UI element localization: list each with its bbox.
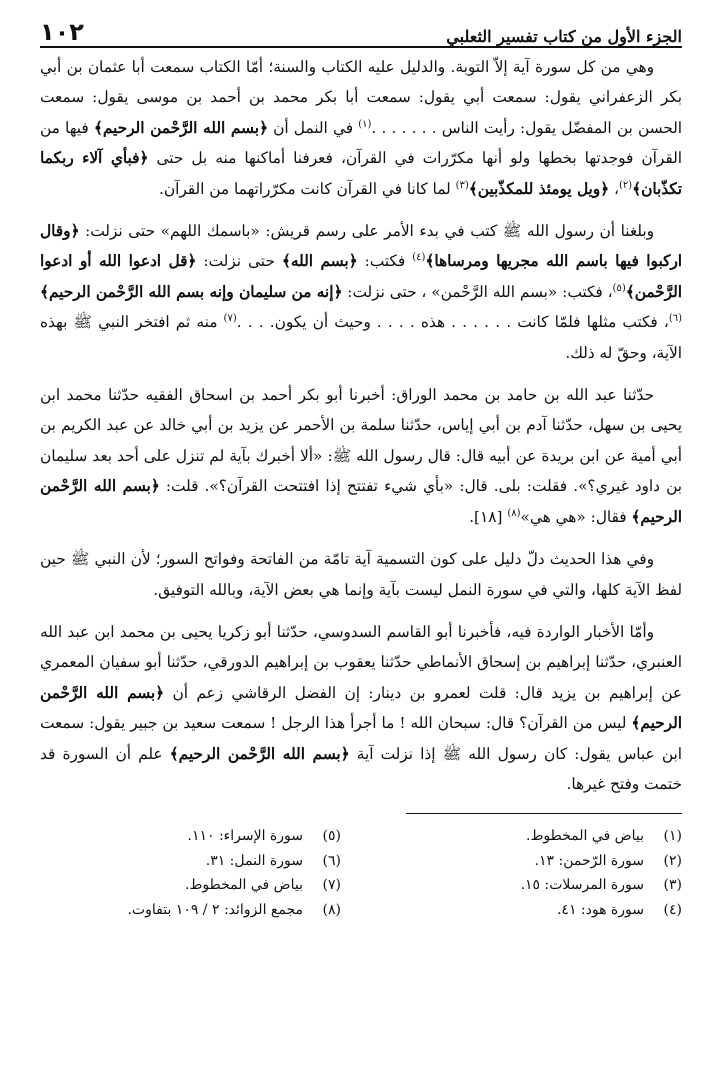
quran-quote: ﴿قل ادعوا الله أو ادعوا الرَّحْمن﴾ (40, 252, 682, 301)
quran-quote: ﴿فبأي آلاء ربكما تكذّبان﴾ (40, 149, 682, 198)
running-title: الجزء الأول من كتاب تفسير الثعلبي (446, 27, 682, 46)
footnotes (40, 824, 682, 922)
text-run: حتى نزلت: (196, 252, 282, 271)
footnote-item (381, 898, 682, 923)
quran-quote: ﴿بسم الله الرَّحْمن الرحيم﴾ (40, 477, 682, 526)
footnote-text: سورة الرّحمن: ١٣. (534, 852, 644, 869)
text-run: ، فكتب: «بسم الله الرَّحْمن» ، حتى نزلت: (342, 282, 613, 301)
quran-quote: ﴿إنه من سليمان وإنه بسم الله الرَّحْمن الرحيم﴾ (40, 282, 343, 301)
quran-quote: ﴿وقال اركبوا فيها باسم الله مجريها ومرساها﴾ (40, 222, 682, 271)
footnote-text: سورة المرسلات: ١٥. (520, 877, 644, 894)
text-run: ، (609, 179, 619, 198)
footnote-text: بياض في المخطوط. (185, 877, 303, 894)
footnote-item (381, 873, 682, 898)
text-run: وفي هذا الحديث دلّ دليل على كون التسمية آية تامّة من الفاتحة وفواتح السور؛ لأن النبي ﷺ حين لفظ الآية كلها، والتي في سورة النمل ليست بآية وإنما هي بعض الآية، وبالله التوفيق. (40, 550, 682, 599)
footnote-ref: (٤) (412, 252, 426, 264)
footnote-item (40, 824, 341, 849)
quran-quote: ﴿بسم الله﴾ (281, 252, 358, 271)
text-run: وأمّا الأخبار الواردة فيه، فأخبرنا أبو القاسم السدوسي، حدّثنا أبو زكريا يحيى بن محمد ابن عبد الله العنبري، حدّثنا إبراهيم بن إسحاق الأنماطي حدّثنا يعقوب بن إبراهيم الدورقي، حدّثنا أبو سفيان المعمري عن إبراهيم بن يزيد قال: قلت لعمرو بن دينار: إن الفضل الرقاشي زعم أن (40, 622, 683, 702)
footnotes-left-column (40, 824, 341, 922)
paragraph-p2 (40, 216, 682, 368)
footnote-ref: (٨) (507, 507, 521, 519)
footnote-ref: (٧) (223, 313, 237, 325)
text-run: علم أن السورة قد ختمت وفتح غيرها. (40, 744, 682, 793)
text-run: وبلغنا أن رسول الله ﷺ كتب في بدء الأمر على رسم قريش: «باسمك اللهم» حتى نزلت: (79, 222, 654, 241)
quran-quote: ﴿بسم الله الرَّحْمن الرحيم﴾ (169, 744, 350, 763)
footnote-text: سورة الإسراء: ١١٠. (187, 828, 303, 845)
paragraph-p4 (40, 544, 682, 605)
footnote-ref: (١) (358, 118, 372, 130)
text-run: ، فكتب مثلها فلمّا كانت . . . . . . هذه . . . . وحيث أن يكون. . . . (236, 313, 669, 332)
footnote-ref: (٢) (618, 179, 633, 191)
quran-quote: ﴿ويل يومئذ للمكذّبين﴾ (468, 179, 610, 198)
paragraph-p5 (40, 617, 682, 799)
footnote-number: (٢) (663, 852, 682, 869)
footnote-ref: (٥) (612, 282, 626, 294)
footnote-ref: (٣) (455, 179, 469, 191)
footnote-text: سورة هود: ٤١. (556, 901, 644, 918)
footnotes-right-column (381, 824, 682, 922)
footnote-text: بياض في المخطوط. (526, 828, 644, 845)
footnote-number: (٥) (322, 828, 341, 845)
footnote-number: (٨) (322, 901, 341, 918)
text-run: منه ثم افتخر النبي ﷺ بهذه الآية، وحقّ له ذلك. (40, 313, 682, 362)
text-run: [١٨]. (469, 507, 508, 526)
footnote-number: (٧) (322, 877, 341, 894)
page-header (40, 6, 682, 48)
main-text (40, 52, 682, 799)
quran-quote: ﴿بسم الله الرَّحْمن الرحيم﴾ (40, 683, 682, 733)
text-run: ليس من القرآن؟ قال: سبحان الله ! ما أجرأ هذا الرجل ! سمعت سعيد بن جبير يقول: سمعت ابن عباس يقول: كان رسول الله ﷺ إذا نزلت آية (40, 714, 682, 763)
text-run: لما كانا في القرآن كانت مكرّراتهما من القرآن. (158, 179, 456, 198)
footnote-item (381, 824, 682, 849)
page-number: ١٠٢ (40, 18, 84, 46)
footnote-separator (406, 813, 682, 814)
quran-quote: ﴿بسم الله الرَّحْمن الرحيم﴾ (93, 118, 268, 137)
text-run: فيها من القرآن فوجدتها بخطها ولو أنها مكرّرات في القرآن، فعرفنا أماكنها منه بل حتى (40, 118, 682, 168)
footnote-number: (٤) (663, 901, 682, 918)
footnote-item (381, 849, 682, 874)
footnote-number: (٦) (322, 852, 341, 869)
footnote-item (40, 873, 341, 898)
text-run: فقال: «هي هي» (520, 507, 632, 526)
footnote-text: مجمع الزوائد: ٢ / ١٠٩ بتفاوت. (127, 901, 303, 918)
text-run: فكتب: (357, 252, 413, 271)
footnote-text: سورة النمل: ٣١. (205, 852, 303, 869)
text-run: في النمل أن (267, 118, 359, 137)
paragraph-p1 (40, 52, 682, 204)
footnote-number: (٣) (663, 877, 682, 894)
text-run: وهي من كل سورة آية إلاّ التوبة. والدليل عليه الكتاب والسنة؛ أمّا الكتاب سمعت أبا عثمان بن أبي بكر الزعفراني يقول: سمعت أبي يقول: سمعت أبا بكر محمد بن أحمد بن موسى يقول: سمعت الحسن بن المفضّل يقول: رأيت الناس . . . . . . . (40, 58, 683, 137)
paragraph-p3 (40, 380, 682, 532)
footnote-item (40, 849, 341, 874)
text-run: حدّثنا عبد الله بن حامد بن محمد الوراق: أخبرنا أبو بكر أحمد بن اسحاق الفقيه حدّثنا محمد ابن يحيى بن سهل، حدّثنا آدم بن أبي إياس، حدّثنا سلمة بن الأحمر عن يزيد بن أبي خالد عن عبد الكريم بن أبي أمية عن ابن بريدة عن أبيه قال: قال رسول الله ﷺ: «ألا أخبرك بآية لم تنزل على أحد بعد سليمان بن داود غيري؟». فقلت: بلى. قال: «بأي شيء تفتتح إذا افتتحت القرآن؟». قلت: (40, 386, 682, 496)
footnote-item (40, 898, 341, 923)
footnote-number: (١) (663, 828, 682, 845)
footnote-ref: (٦) (668, 313, 682, 325)
